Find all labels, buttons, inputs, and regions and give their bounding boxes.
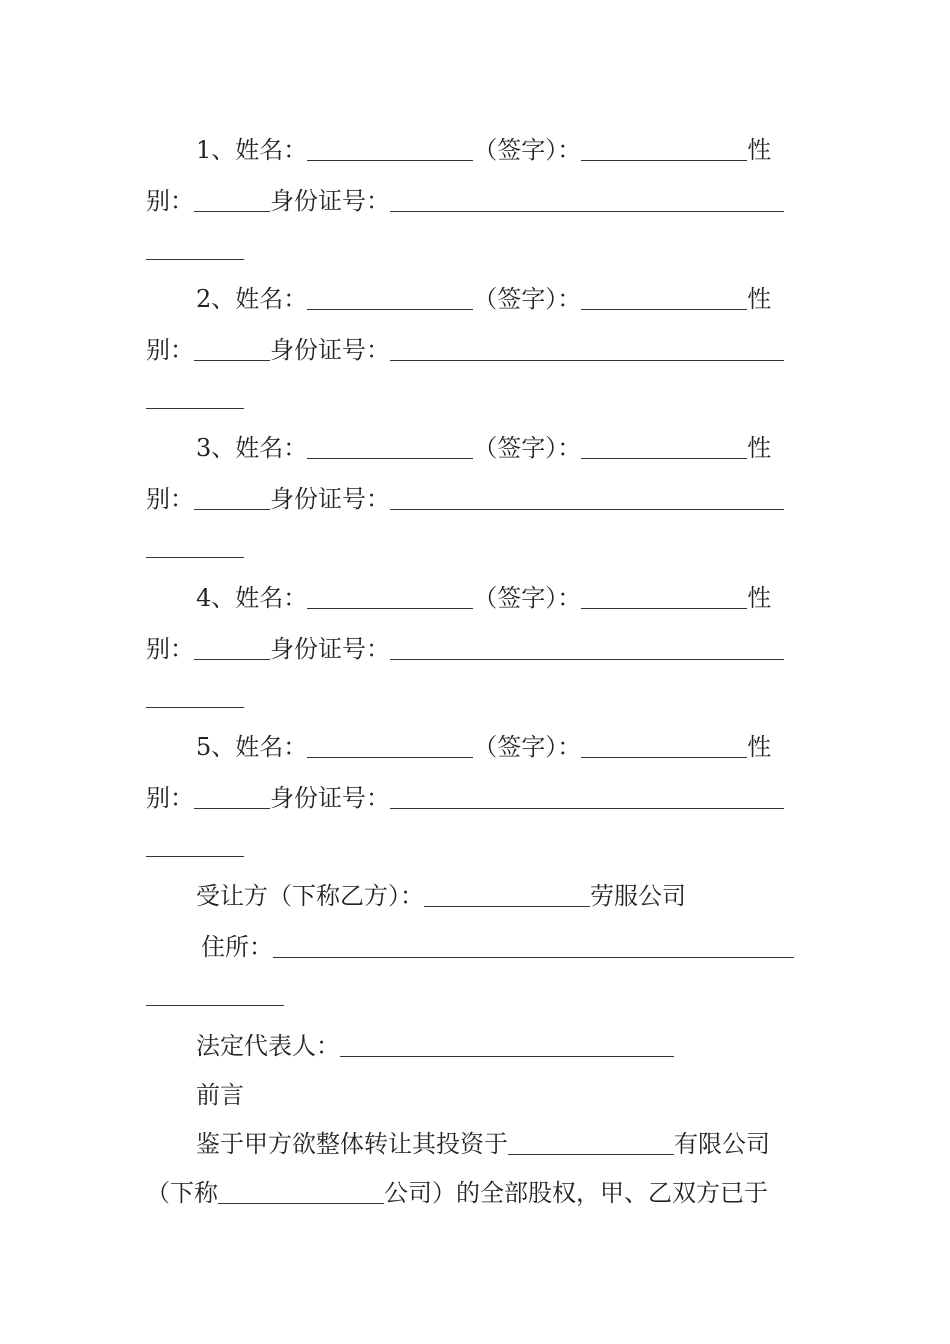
preface-line-2-prefix: （下称 (146, 1179, 218, 1207)
gender-blank[interactable] (194, 778, 270, 809)
preface-line-2-suffix: 公司）的全部股权，甲、乙双方已于 (384, 1179, 768, 1207)
person-2-line-1 (196, 279, 771, 319)
name-blank[interactable] (307, 279, 473, 310)
person-1-line-1 (196, 130, 771, 170)
name-label: 姓名： (235, 136, 308, 164)
address-blank[interactable] (273, 927, 794, 958)
id-number-blank[interactable] (390, 330, 784, 361)
gender-label-end: 别： (146, 635, 194, 663)
gender-label-start: 性 (747, 733, 772, 761)
person-1-line-2 (146, 181, 784, 221)
person-3-line-2 (146, 479, 784, 519)
id-number-blank[interactable] (390, 181, 784, 212)
transferee-name-blank[interactable] (424, 876, 590, 907)
id-number-label: 身份证号： (270, 187, 390, 215)
preface-line-2 (146, 1173, 768, 1213)
company-short-name-blank[interactable] (218, 1173, 384, 1204)
gender-label-end: 别： (146, 336, 194, 364)
transferee-line (196, 876, 686, 916)
gender-label-end: 别： (146, 784, 194, 812)
gender-blank[interactable] (194, 629, 270, 660)
person-5-line-1 (196, 727, 771, 767)
person-2-line-2 (146, 330, 784, 370)
gender-label-start: 性 (747, 136, 772, 164)
person-5-line-2 (146, 778, 784, 818)
id-number-label: 身份证号： (270, 336, 390, 364)
signature-label: （签字）： (473, 434, 582, 462)
signature-blank[interactable] (581, 279, 747, 310)
signature-blank[interactable] (581, 578, 747, 609)
gender-label-start: 性 (747, 285, 772, 313)
id-number-blank[interactable] (390, 629, 784, 660)
signature-blank[interactable] (581, 428, 747, 459)
signature-label: （签字）： (473, 733, 582, 761)
id-number-blank[interactable] (390, 479, 784, 510)
person-4-line-1 (196, 578, 771, 618)
id-number-blank-continuation[interactable] (146, 557, 244, 558)
signature-label: （签字）： (473, 136, 582, 164)
name-label: 姓名： (235, 584, 308, 612)
legal-rep-blank[interactable] (340, 1026, 674, 1057)
legal-rep-line (196, 1026, 674, 1066)
id-number-blank-continuation[interactable] (146, 707, 244, 708)
person-number: 5、 (196, 733, 236, 761)
name-label: 姓名： (235, 733, 308, 761)
signature-blank[interactable] (581, 130, 747, 161)
gender-label-start: 性 (747, 434, 772, 462)
name-blank[interactable] (307, 727, 473, 758)
person-4-line-2 (146, 629, 784, 669)
person-3-line-1 (196, 428, 771, 468)
id-number-label: 身份证号： (270, 784, 390, 812)
person-number: 3、 (196, 434, 236, 462)
gender-blank[interactable] (194, 479, 270, 510)
address-label: 住所： (201, 933, 273, 961)
address-line (201, 927, 794, 967)
preface-line-1-prefix: 鉴于甲方欲整体转让其投资于 (196, 1130, 508, 1158)
person-number: 2、 (196, 285, 236, 313)
person-number: 4、 (196, 584, 236, 612)
id-number-blank-continuation[interactable] (146, 856, 244, 857)
id-number-blank-continuation[interactable] (146, 408, 244, 409)
preface-line-1 (196, 1124, 770, 1164)
id-number-blank[interactable] (390, 778, 784, 809)
preface-line-1-suffix: 有限公司 (674, 1130, 770, 1158)
address-blank-continuation[interactable] (146, 1005, 284, 1006)
signature-label: （签字）： (473, 584, 582, 612)
id-number-blank-continuation[interactable] (146, 259, 244, 260)
gender-blank[interactable] (194, 330, 270, 361)
name-label: 姓名： (235, 285, 308, 313)
transferee-label: 受让方（下称乙方）： (196, 882, 424, 910)
name-blank[interactable] (307, 428, 473, 459)
gender-label-start: 性 (747, 584, 772, 612)
invested-company-blank[interactable] (508, 1124, 674, 1155)
signature-blank[interactable] (581, 727, 747, 758)
signature-label: （签字）： (473, 285, 582, 313)
name-label: 姓名： (235, 434, 308, 462)
legal-rep-label: 法定代表人： (196, 1032, 340, 1060)
person-number: 1、 (196, 136, 236, 164)
name-blank[interactable] (307, 578, 473, 609)
transferee-suffix: 劳服公司 (590, 882, 686, 910)
gender-label-end: 别： (146, 485, 194, 513)
gender-label-end: 别： (146, 187, 194, 215)
gender-blank[interactable] (194, 181, 270, 212)
preface-title: 前言 (196, 1081, 244, 1109)
name-blank[interactable] (307, 130, 473, 161)
id-number-label: 身份证号： (270, 635, 390, 663)
id-number-label: 身份证号： (270, 485, 390, 513)
